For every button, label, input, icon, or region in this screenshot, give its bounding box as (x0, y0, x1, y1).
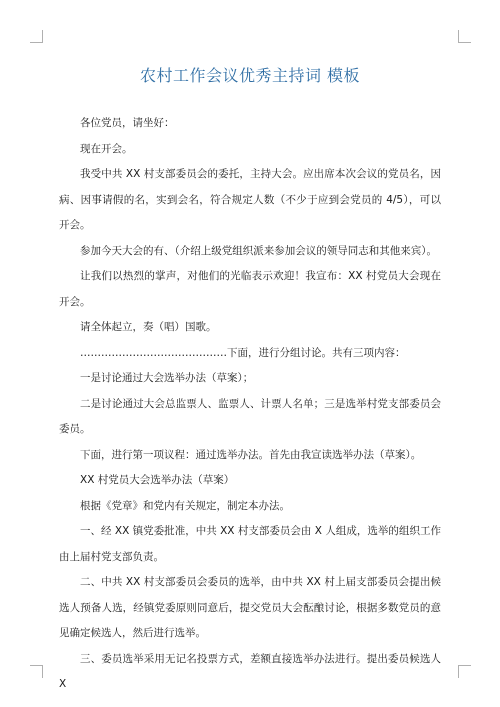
paragraph: 现在开会。 (80, 142, 133, 155)
crop-mark-top-right (458, 30, 471, 43)
paragraph: 让我们以热烈的掌声，对他们的光临表示欢迎！我宣布：XX 村党员大会现在开会。 (59, 270, 441, 308)
paragraph: 下面，进行第一项议程：通过选举办法。首先由我宣读选举办法（草案）。 (80, 448, 422, 461)
document-title: 农村工作会议优秀主持词 模板 (139, 66, 361, 85)
crop-mark-bottom-left (30, 665, 43, 678)
paragraph: 参加今天大会的有、（介绍上级党组织派来参加会议的领导同志和其他来宾）。 (80, 244, 437, 257)
paragraph: 我受中共 XX 村支部委员会的委托，主持大会。应出席本次会议的党员名，因病、因事请假的名，实到会名，符合规定人数（不少于应到会党员的 4/5），可以开会。 (59, 168, 441, 231)
paragraph: 二、中共 XX 村支部委员会委员的选举，由中共 XX 村上届支部委员会提出候选人预备人选，经镇党委原则同意后，提交党员大会酝酿讨论，根据多数党员的意见确定候选人，然后进行选举。 (59, 576, 441, 639)
paragraph: ……………………………………下面，进行分组讨论。共有三项内容： (80, 346, 406, 359)
crop-mark-bottom-right (458, 665, 471, 678)
paragraph: 根据《党章》和党内有关规定，制定本办法。 (80, 499, 290, 512)
document-body (59, 111, 441, 698)
paragraph: 一是讨论通过大会选举办法（草案）； (80, 372, 254, 384)
paragraph: 三、委员选举采用无记名投票方式，差额直接选举办法进行。提出委员候选人 X (59, 652, 441, 690)
paragraph: XX 村党员大会选举办法（草案） (80, 474, 235, 486)
paragraph: 请全体起立，奏（唱）国歌。 (80, 321, 217, 333)
paragraph: 二是讨论通过大会总监票人、监票人、计票人名单；三是选举村党支部委员会委员。 (59, 397, 441, 435)
crop-mark-top-left (30, 30, 43, 43)
paragraph: 各位党员，请坐好： (80, 117, 175, 129)
paragraph: 一、经 XX 镇党委批准，中共 XX 村支部委员会由 X 人组成，选举的组织工作由上届村党支部负责。 (59, 525, 441, 563)
